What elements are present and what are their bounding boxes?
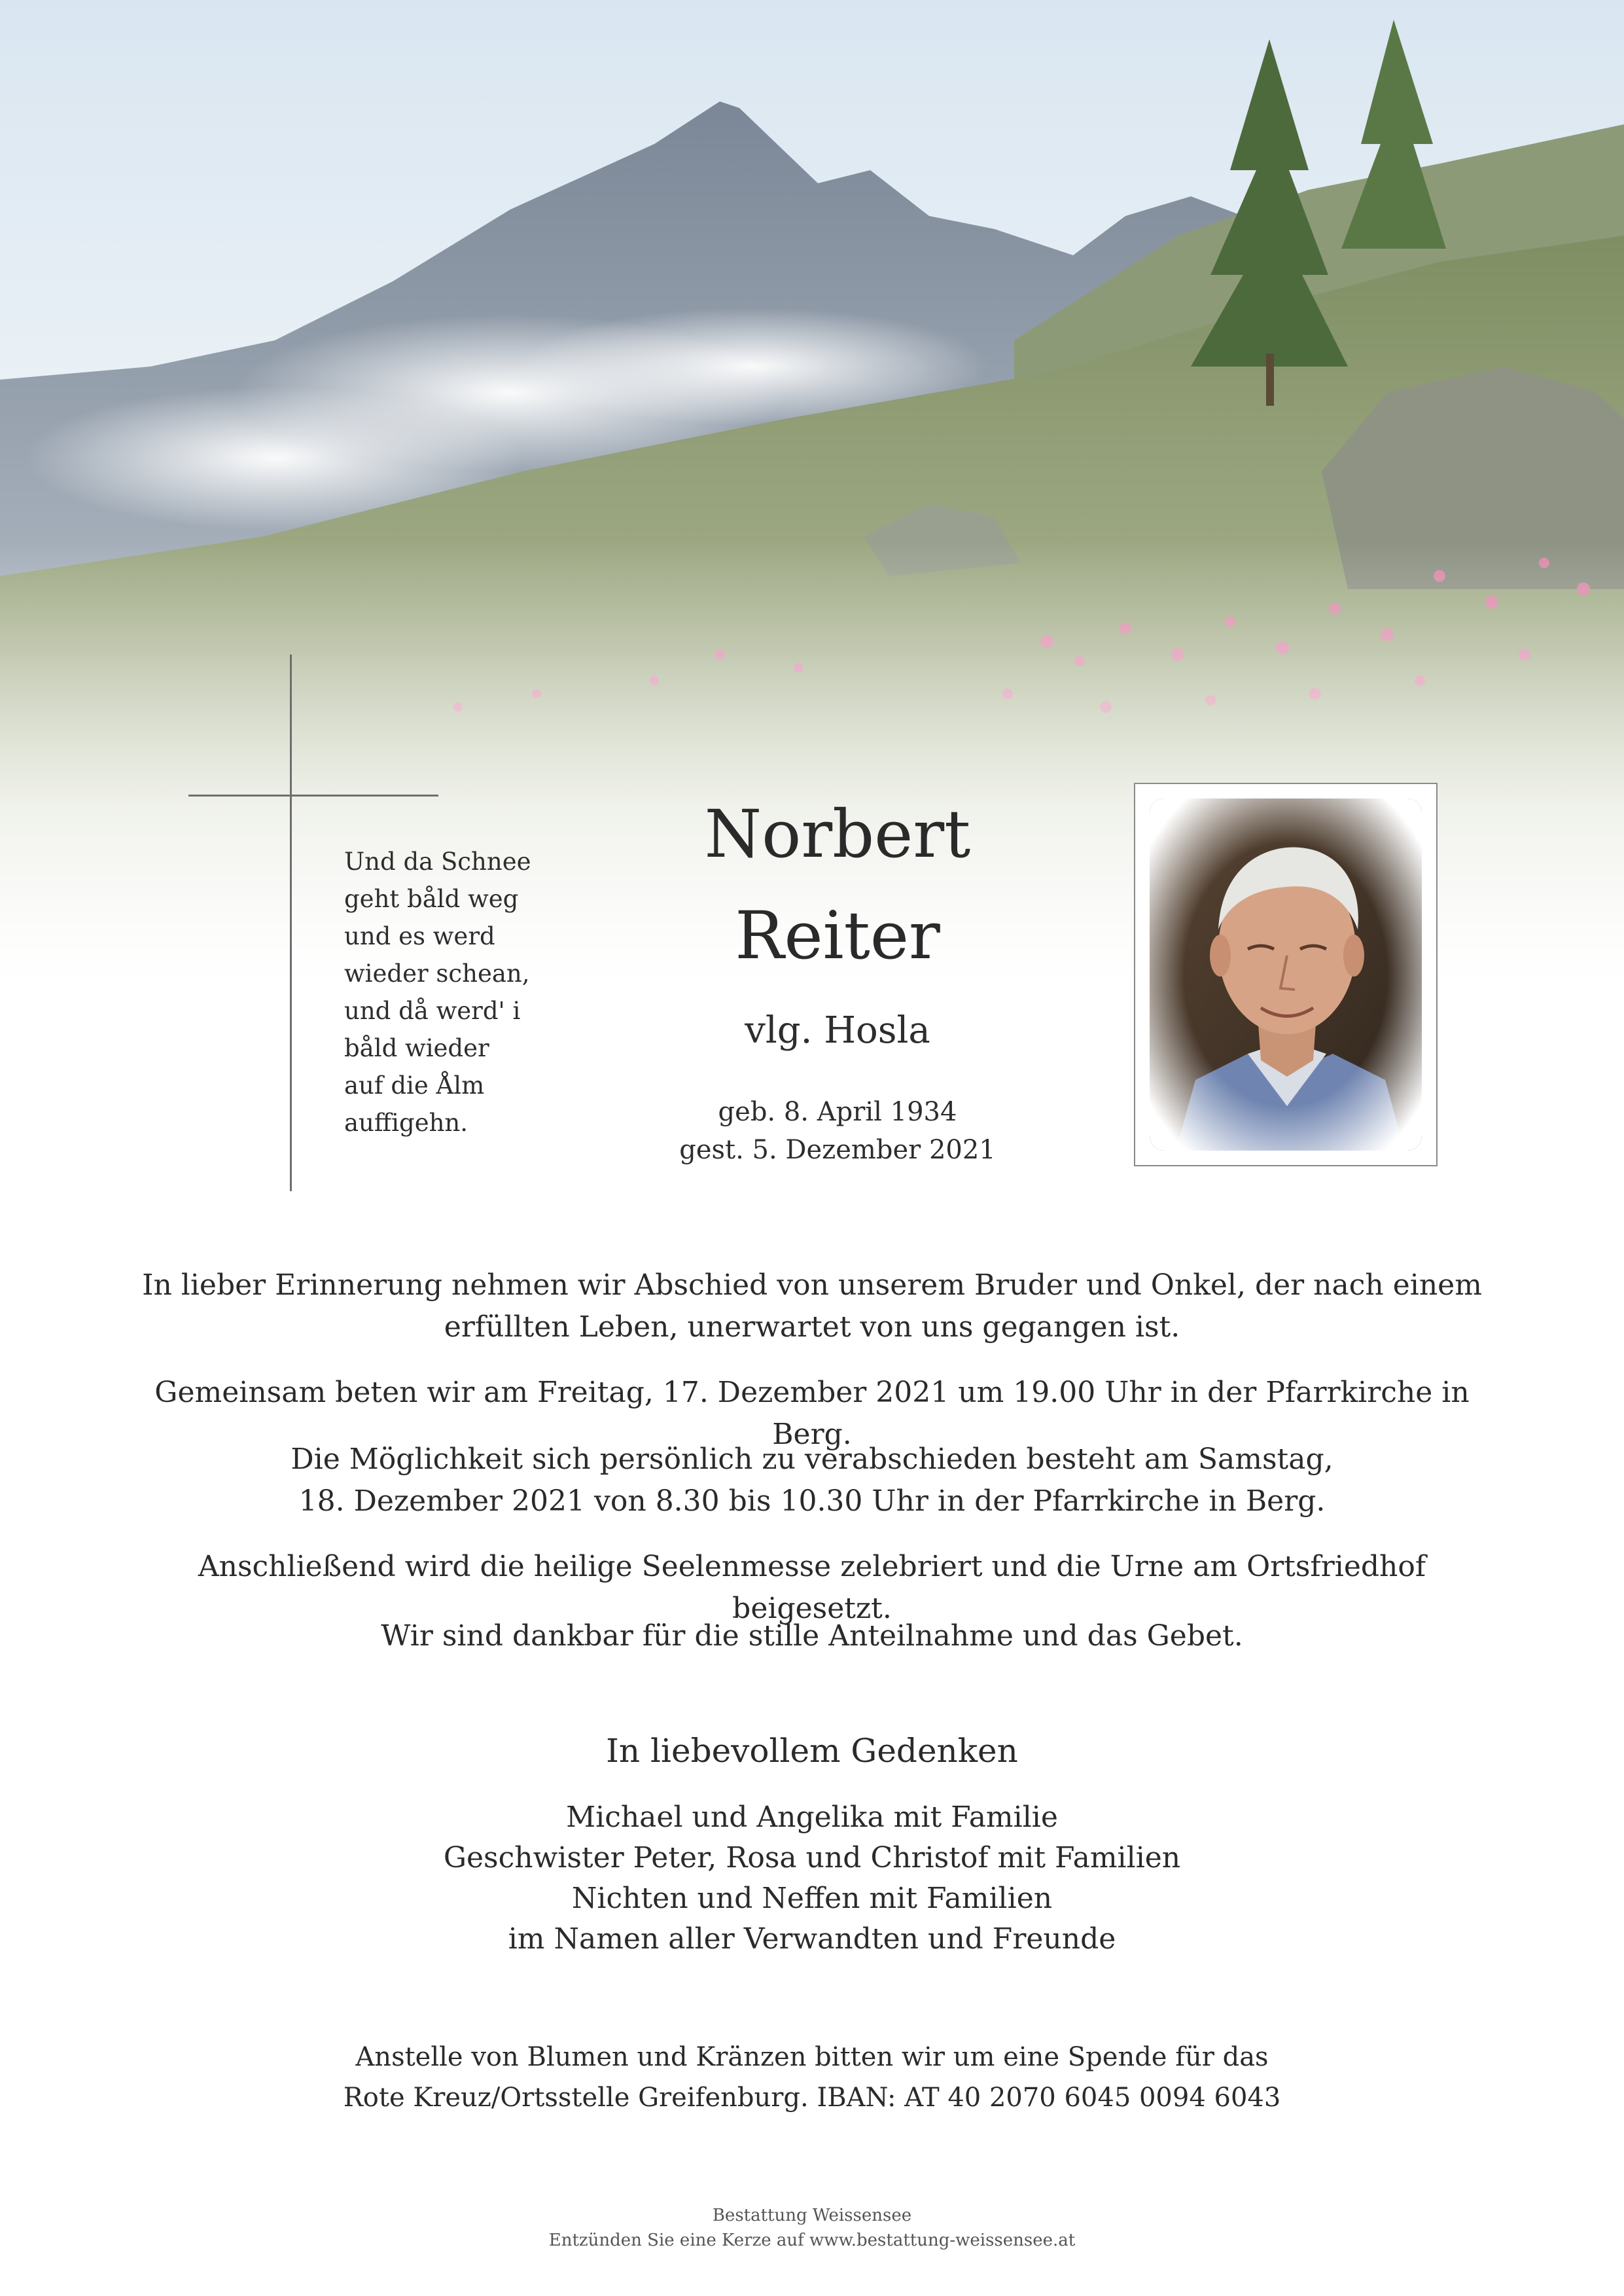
donation-line: Anstelle von Blumen und Kränzen bitten wir um eine Spende für das — [355, 2042, 1269, 2072]
life-dates — [576, 1093, 1099, 1169]
verse-line: und då werd' i — [344, 997, 521, 1025]
verse-line: wieder schean, — [344, 960, 530, 988]
mourning-title: In liebevollem Gedenken — [606, 1732, 1018, 1770]
thanks-paragraph — [131, 1615, 1493, 1657]
verse-line: und es werd — [344, 922, 495, 950]
paragraph-line: Gemeinsam beten wir am Freitag, 17. Dezember 2021 um 19.00 Uhr in der Pfarrkirche in Berg. — [154, 1376, 1470, 1451]
candle-link-note: Entzünden Sie eine Kerze auf www.bestattung-weissensee.at — [548, 2231, 1076, 2250]
paragraph-line: Wir sind dankbar für die stille Anteilnahme und das Gebet. — [381, 1619, 1243, 1653]
portrait-frame — [1134, 783, 1438, 1166]
footer — [131, 2203, 1493, 2253]
paragraph-line: Die Möglichkeit sich persönlich zu verabschieden besteht am Samstag, — [291, 1443, 1333, 1476]
death-date: gest. 5. Dezember 2021 — [679, 1135, 996, 1165]
verse-line: Und da Schnee — [344, 848, 531, 876]
verse-line: auffigehn. — [344, 1109, 468, 1137]
farewell-paragraph — [131, 1265, 1493, 1348]
paragraph-line: erfüllten Leben, unerwartet von uns gegangen ist. — [444, 1310, 1180, 1344]
verse-line: geht båld weg — [344, 885, 519, 913]
deceased-first-name: Norbert — [704, 796, 971, 872]
donation-note — [131, 2037, 1493, 2118]
mourner-line: Michael und Angelika mit Familie — [566, 1801, 1058, 1834]
mourners-list — [131, 1797, 1493, 1960]
donation-line: Rote Kreuz/Ortsstelle Greifenburg. IBAN: AT 40 2070 6045 0094 6043 — [343, 2083, 1281, 2113]
mourner-line: Nichten und Neffen mit Familien — [571, 1882, 1053, 1915]
paragraph-line: In lieber Erinnerung nehmen wir Abschied von unserem Bruder und Onkel, der nach einem — [142, 1268, 1482, 1302]
paragraph-line: 18. Dezember 2021 von 8.30 bis 10.30 Uhr in der Pfarrkirche in Berg. — [298, 1484, 1326, 1518]
deceased-last-name: Reiter — [735, 897, 940, 974]
paragraph-line: Anschließend wird die heilige Seelenmesse zelebriert und die Urne am Ortsfriedhof beigesetzt. — [198, 1550, 1426, 1625]
mourner-line: Geschwister Peter, Rosa und Christof mit Familien — [443, 1841, 1181, 1874]
mourner-line: im Namen aller Verwandten und Freunde — [508, 1922, 1116, 1956]
verse-line: båld wieder — [344, 1034, 489, 1062]
dialect-verse — [344, 843, 580, 1141]
portrait-photo — [1150, 798, 1422, 1151]
verse-line: auf die Ålm — [344, 1071, 485, 1100]
birth-date: geb. 8. April 1934 — [718, 1097, 957, 1127]
deceased-vulgo-name: vlg. Hosla — [745, 1009, 930, 1052]
viewing-paragraph — [131, 1439, 1493, 1522]
funeral-company: Bestattung Weissensee — [712, 2206, 912, 2225]
